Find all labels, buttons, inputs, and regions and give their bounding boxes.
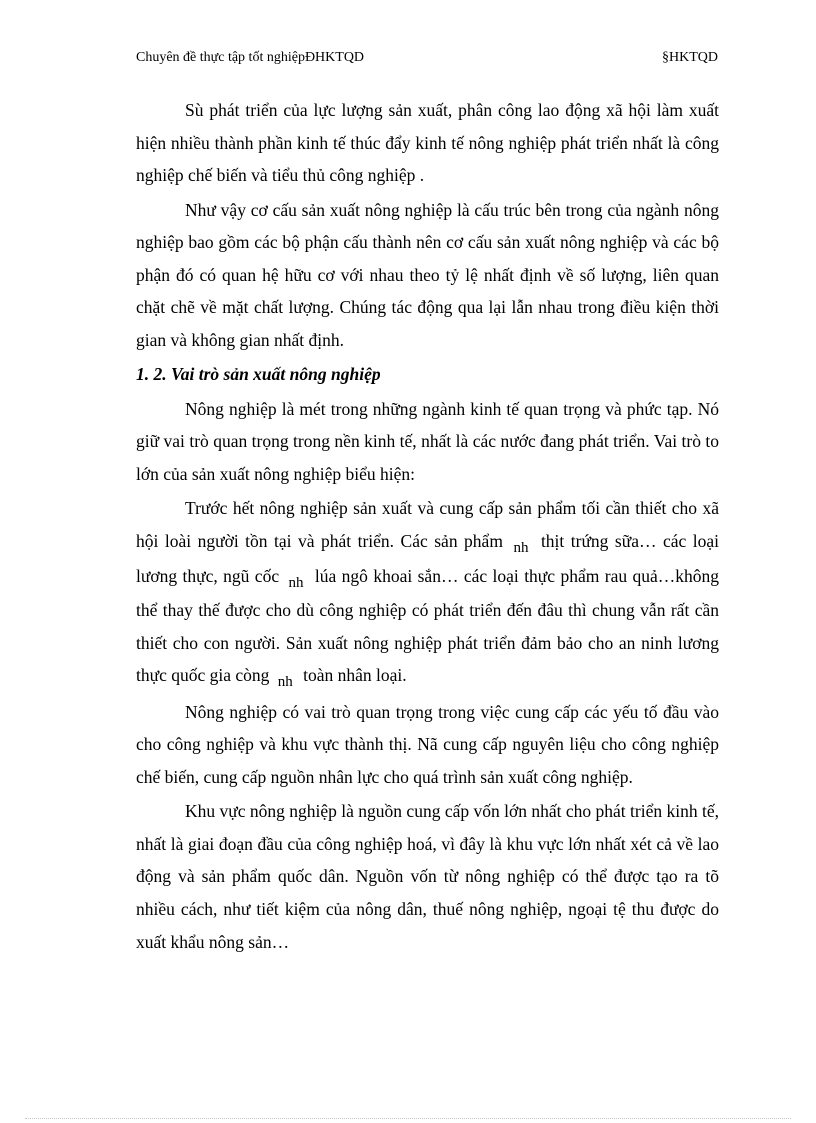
paragraph-industry-inputs: Nông nghiệp có vai trò quan trọng trong việc cung cấp các yếu tố đầu vào cho công nghiệp và khu vực thành thị. Nã cung cấp nguyên liệu cho công nghiệp chế biến, cung cấp nguồn nhân lực cho quá trình sản xuất công nghiệp. — [136, 701, 719, 787]
header-right-text: §HKTQD — [662, 50, 718, 65]
paragraph-capital-source: Khu vực nông nghiệp là nguồn cung cấp vốn lớn nhất cho phát triển kinh tế, nhất là giai đoạn đầu của công nghiệp hoá, vì đây là khu vực lớn nhất xét cả về lao động và sản phẩm quốc dân. Nguồn vốn từ nông nghiệp có thể được tạo ra tõ nhiều cách, như tiết kiệm của nông dân, thuế nông nghiệp, ngoại tệ thu được do xuất khẩu nông sản… — [136, 801, 719, 952]
paragraph-food-supply-part-4: toàn nhân loại. — [303, 665, 407, 686]
paragraph-structure-definition: Như vậy cơ cấu sản xuất nông nghiệp là cấu trúc bên trong của ngành nông nghiệp bao gồm các bộ phận cấu thành nên cơ cấu sản xuất nông nghiệp và các bộ phận đó có quan hệ hữu cơ với nhau theo tỷ lệ nhất định về số lượng, liên quan chặt chẽ về mặt chất lượng. Chúng tác động qua lại lẫn nhau trong điều kiện thời gian và không gian nhất định. — [136, 199, 719, 350]
paragraph-food-supply-part-3: lúa ngô khoai sắn… các loại thực phẩm rau quả…không thể thay thế được cho dù công nghiệp có phát triển đến đâu thì chung vẫn rất cần thiết cho con người. Sản xuất nông nghiệp phát triển đảm bảo cho an ninh lương thực quốc gia còng — [136, 565, 720, 686]
header-left-text: Chuyên đề thực tập tốt nghiệpĐHKTQD — [136, 50, 365, 65]
paragraph-food-supply-part-1: Trước hết nông nghiệp sản xuất và cung cấp sản phẩm tối cần thiết cho xã hội loài người tồn tại và phát triển. Các sản phẩm — [136, 498, 719, 551]
page-bottom-divider — [25, 1118, 791, 1119]
paragraph-production-development: Sù phát triển của lực lượng sản xuất, phân công lao động xã hội làm xuất hiện nhiều thành phần kinh tế thúc đẩy kinh tế nông nghiệp phát triển nhất là công nghiệp chế biến và tiểu thủ công nghiệp . — [136, 100, 719, 186]
paragraph-food-supply — [136, 492, 719, 694]
paragraph-role-intro: Nông nghiệp là mét trong những ngành kinh tế quan trọng và phức tạp. Nó giữ vai trò quan trọng trong nền kinh tế, nhất là các nước đang phát triển. Vai trò to lớn của sản xuất nông nghiệp biểu hiện: — [136, 398, 719, 484]
subscript-fragment: nh — [513, 539, 529, 556]
section-heading: 1. 2. Vai trò sản xuất nông nghiệp — [136, 364, 381, 385]
subscript-fragment: nh — [277, 674, 293, 691]
page-header — [136, 48, 718, 68]
document-body — [136, 94, 719, 960]
paragraph-food-supply-part-2: thịt trứng sữa… các loại lương thực, ngũ cốc — [136, 530, 720, 586]
subscript-fragment: nh — [288, 574, 304, 591]
